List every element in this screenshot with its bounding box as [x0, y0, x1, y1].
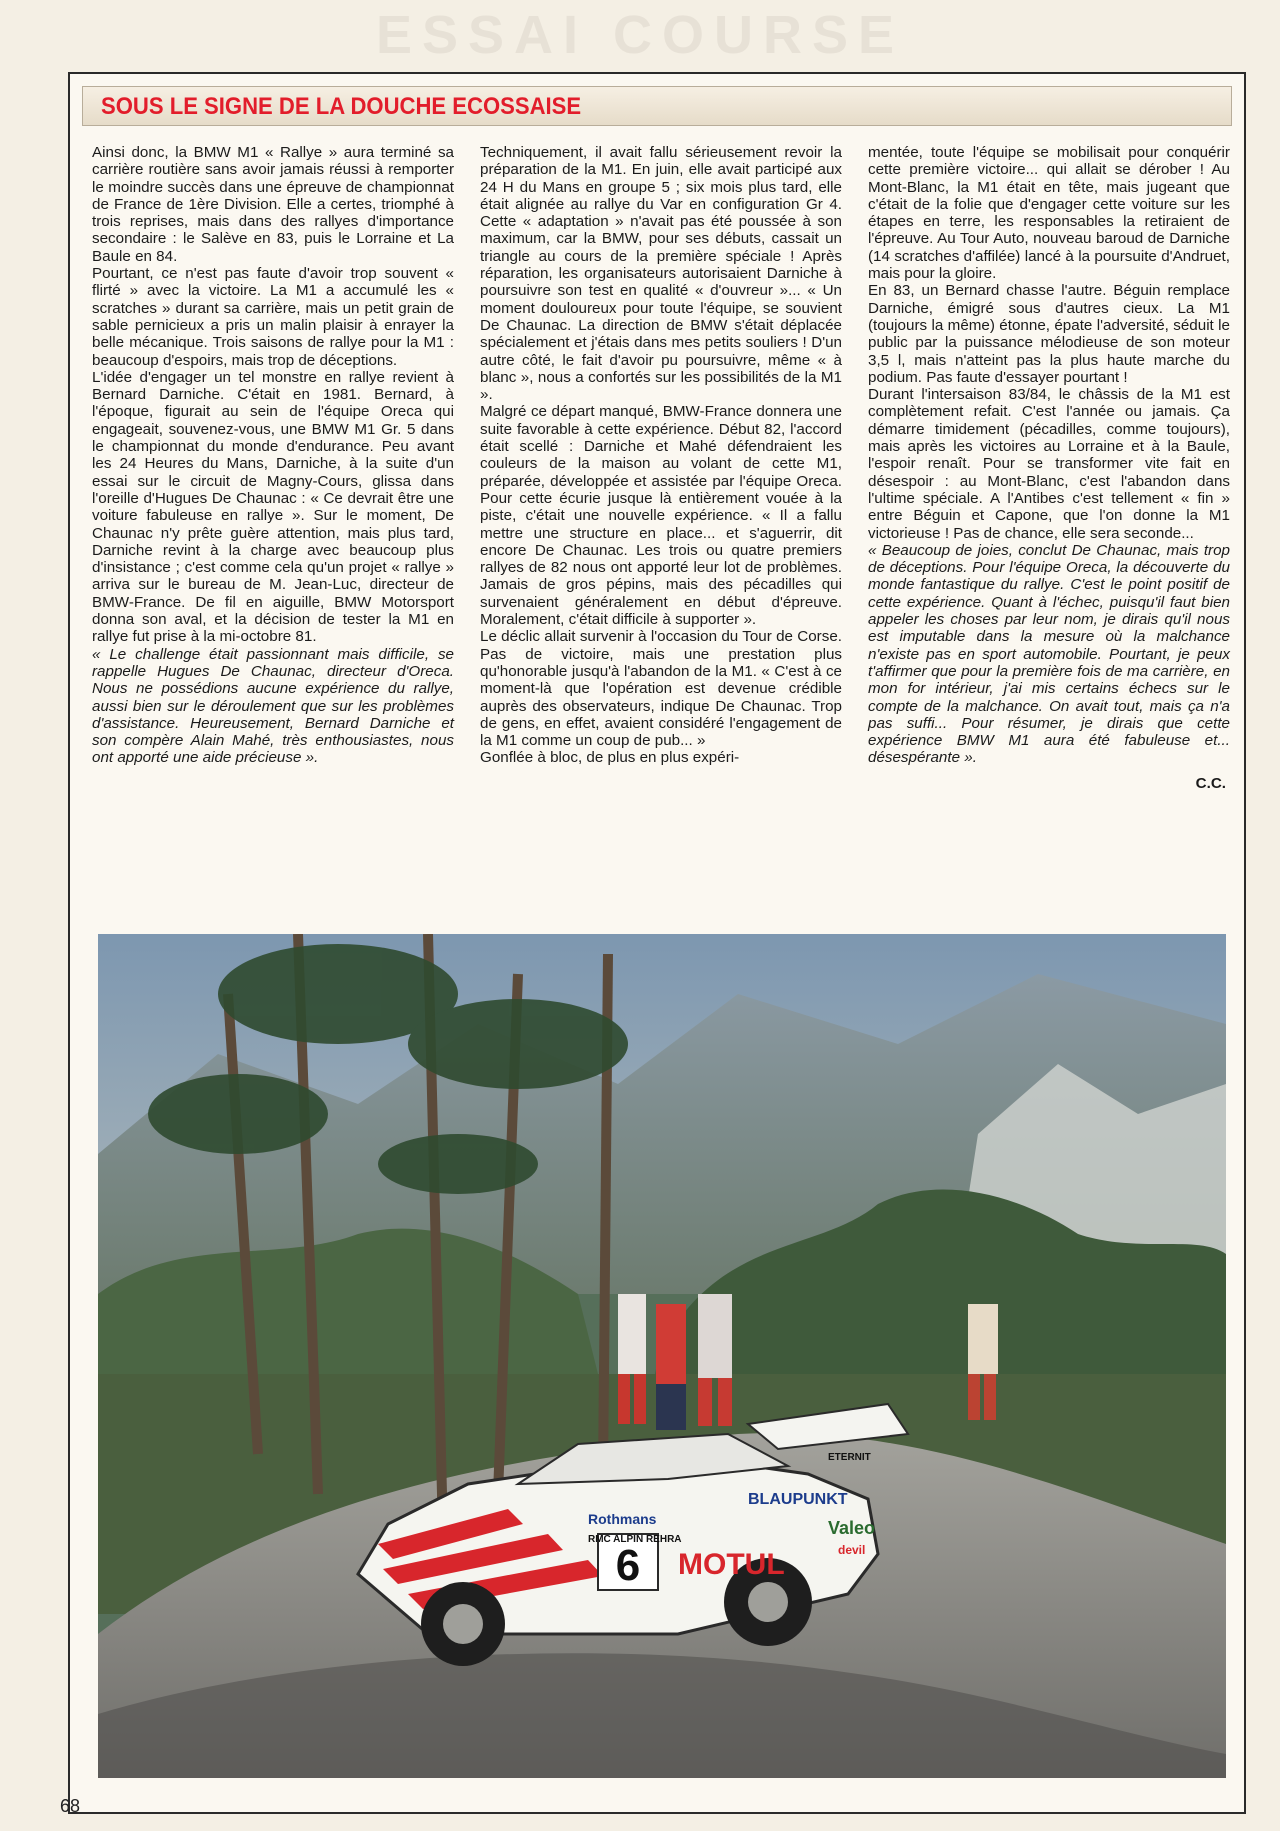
text-column-2: [480, 144, 842, 1014]
paragraph: En 83, un Bernard chasse l'autre. Béguin remplace Darniche, émigré sous d'autres cieux. La M1 (toujours la même) étonne, épate l'adversité, séduit le public par la puissance mélodieuse de son moteur 3,5 l, mais n'atteint pas la plus haute marche du podium. Pas faute d'essayer pourtant !: [868, 282, 1230, 386]
paragraph: Techniquement, il avait fallu sérieusement revoir la préparation de la M1. En juin, elle avait participé aux 24 H du Mans en groupe 5 ; six mois plus tard, elle était alignée au rallye du Var en configuration Gr 4. Cette « adaptation » n'avait pas été poussée à son maximum, car la BMW, pour ses débuts, cassait un triangle au cours de la première spéciale ! Après réparation, les organisateurs autorisaient Darniche à poursuivre son test en qualité « d'ouvreur »... « Un moment douloureux pour toute l'équipe, se souvient De Chaunac. La direction de BMW s'était déplacée spécialement et j'étais dans mes petits souliers ! D'un autre côté, le fait d'avoir pu poursuivre, même « à blanc », nous a confortés sur les possibilités de la M1 ».: [480, 144, 842, 404]
sponsor-motul: MOTUL: [678, 1548, 785, 1581]
sponsor-blaupunkt: BLAUPUNKT: [748, 1491, 848, 1508]
paragraph: Malgré ce départ manqué, BMW-France donnera une suite favorable à cette expérience. Début 82, l'accord était scellé : Darniche et Mahé défendraient les couleurs de la maison au volant de cette M1, préparée, développée et assistée par l'équipe Oreca. Pour cette écurie jusque là entièrement vouée à la piste, c'était une nouvelle expérience. « Il a fallu mettre une structure en place... et s'aguerrir, dit encore De Chaunac. Les trois ou quatre premiers rallyes de 82 nous ont apporté leur lot de problèmes. Jamais de gros pépins, mais des pécadilles qui survenaient généralement en début d'épreuve. Moralement, c'était difficile à supporter ».: [480, 403, 842, 629]
article-columns: [92, 144, 1230, 1014]
sponsor-rmc: RMC ALPIN REHRA: [588, 1534, 682, 1545]
sponsor-rothmans: Rothmans: [588, 1511, 657, 1527]
paragraph: « Beaucoup de joies, conclut De Chaunac, mais trop de déceptions. Pour l'équipe Oreca, la découverte du monde fantastique du rallye. C'est le point positif de cette expérience. Quant à l'échec, puisqu'il faut bien appeler les choses par leur nom, je dirais qu'il nous est imputable dans la mesure où la malchance n'existe pas en sport automobile. Pourtant, je peux t'affirmer que pour la première fois de ma carrière, en mon for intérieur, j'ai mis certains échecs sur le compte de la malchance. On avait tout, mais ça n'a pas suffi... Pour résumer, je dirais que cette expérience BMW M1 aura été fabuleuse et... désespérante ».: [868, 541, 1230, 767]
car-number: 6: [615, 1541, 641, 1590]
sponsor-valeo: Valeo: [828, 1518, 876, 1538]
text-column-1: [92, 144, 454, 1014]
sponsor-eternit: ETERNIT: [828, 1452, 871, 1463]
text-column-3: [868, 144, 1230, 1014]
paragraph: Gonflée à bloc, de plus en plus expéri-: [480, 749, 740, 767]
article-frame: [68, 72, 1246, 1814]
paragraph: L'idée d'engager un tel monstre en rallye revient à Bernard Darniche. C'était en 1981. Bernard, à l'époque, figurait au sein de l'équipe Oreca qui engageait, souvenez-vous, une BMW M1 Gr. 5 dans le championnat du monde d'endurance. Peu avant les 24 Heures du Mans, Darniche, à la suite d'un essai sur le circuit de Magny-Cours, glissa dans l'oreille d'Hugues De Chaunac : « Ce devrait être une voiture fabuleuse en rallye ». Sur le moment, De Chaunac n'y prête guère attention, mais plus tard, Darniche revint à la charge avec beaucoup plus d'insistance ; c'est comme cela qu'un projet « rallye » arriva sur le bureau de M. Jean-Luc, directeur de BMW-France. De fil en aiguille, BMW Motorsport donna son aval, et la décision de tester la M1 en rallye fut prise à la mi-octobre 81.: [92, 368, 454, 646]
paragraph: Ainsi donc, la BMW M1 « Rallye » aura terminé sa carrière routière sans avoir jamais réussi à remporter le moindre succès dans une épreuve de championnat de France de 1ère Division. Elle a certes, triomphé à trois reprises, mais dans des rallyes d'importance secondaire : le Salève en 83, puis le Lorraine et La Baule en 84.: [92, 144, 454, 265]
article-title: SOUS LE SIGNE DE LA DOUCHE ECOSSAISE: [101, 93, 582, 120]
paragraph: mentée, toute l'équipe se mobilisait pour conquérir cette première victoire... qui allait se dérober ! Au Mont-Blanc, la M1 était en tête, mais jugeant que c'était de la folie que d'engager cette voiture sur les étapes en terre, les responsables la retiraient de l'épreuve. Au Tour Auto, nouveau baroud de Darniche (14 scratches d'affilée) lancé à la poursuite d'Andruet, mais pour la gloire.: [868, 144, 1230, 283]
paragraph: Le déclic allait survenir à l'occasion du Tour de Corse. Pas de victoire, mais une prestation plus qu'honorable jusqu'à l'abandon de la M1. « C'est à ce moment-là que l'opération est devenue crédible auprès des observateurs, indique De Chaunac. Trop de gens, en effet, avaient considéré l'engagement de la M1 comme un coup de pub... »: [480, 628, 842, 750]
rally-car-photo: [98, 934, 1226, 1778]
sponsor-devil: devil: [838, 1543, 866, 1557]
paragraph: « Le challenge était passionnant mais difficile, se rappelle Hugues De Chaunac, directeur d'Oreca. Nous ne possédions aucune expérience du rallye, aussi bien sur le déroulement que sur les problèmes d'assistance. Heureusement, Bernard Darniche et son compère Alain Mahé, très enthousiastes, nous ont apporté une aide précieuse ».: [92, 645, 454, 767]
paragraph: Pourtant, ce n'est pas faute d'avoir trop souvent « flirté » avec la victoire. La M1 a accumulé les « scratches » durant sa carrière, mais un petit grain de sable pernicieux a pris un malin plaisir à enrayer la belle mécanique. Trois saisons de rallye pour la M1 : beaucoup d'espoirs, mais trop de déceptions.: [92, 265, 454, 369]
paragraph: Durant l'intersaison 83/84, le châssis de la M1 est complètement refait. C'est l'année ou jamais. Ça démarre timidement (pécadilles, comme toujours), mais après les victoires au Lorraine et à la Baule, l'espoir renaît. Pour se transformer vite fait en désespoir : au Mont-Blanc, c'est l'abandon dans l'ultime spéciale. A l'Antibes c'est tellement « fin » entre Béguin et Capone, que l'on donne la M1 victorieuse ! Pas de chance, elle sera seconde...: [868, 386, 1230, 542]
page-number: 68: [60, 1796, 81, 1816]
title-bar: [82, 86, 1232, 126]
ghost-running-header: ESSAI COURSE: [375, 5, 905, 65]
author-signature: C.C.: [1195, 774, 1226, 792]
